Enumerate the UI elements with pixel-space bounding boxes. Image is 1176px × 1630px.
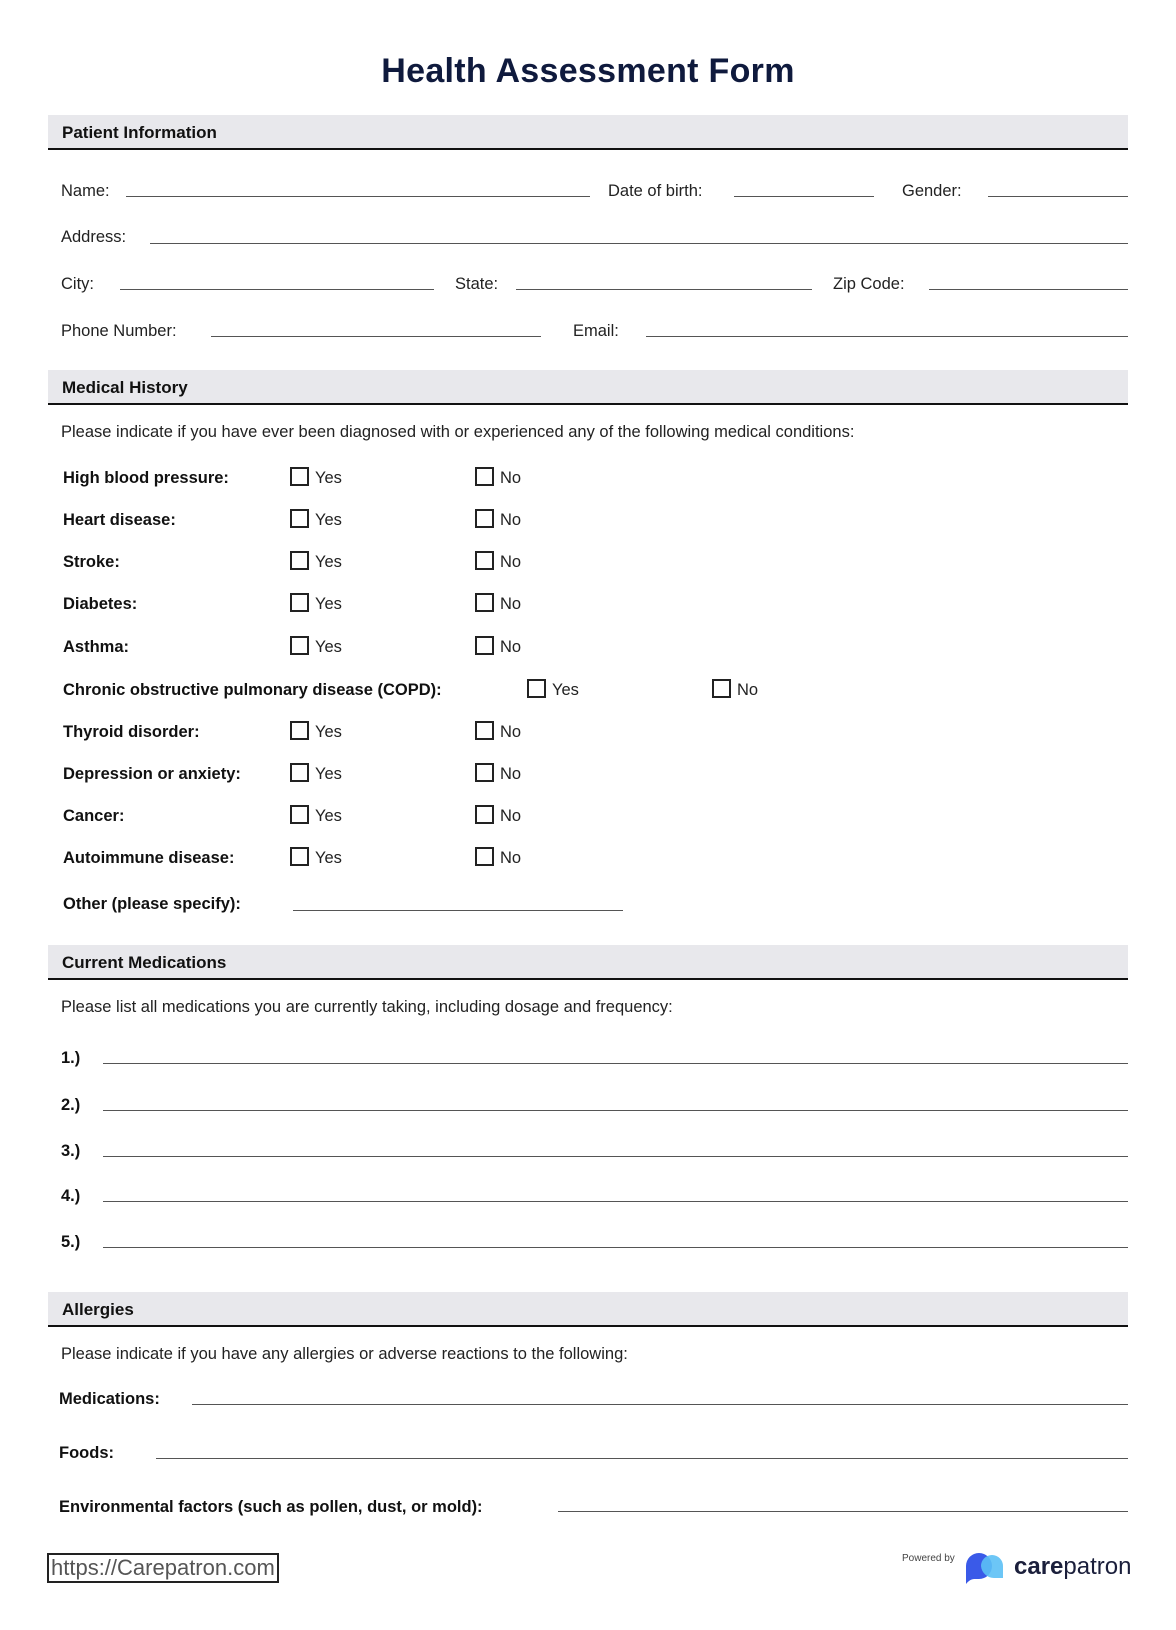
section-header-patient-information: [48, 115, 1128, 150]
checkbox-yes[interactable]: [290, 636, 309, 655]
option-label-yes: Yes: [315, 849, 342, 867]
condition-label: Asthma:: [63, 638, 130, 656]
checkbox-no[interactable]: [712, 679, 731, 698]
phone-field[interactable]: [211, 336, 541, 337]
state-label: State:: [455, 275, 499, 293]
address-field[interactable]: [150, 243, 1128, 244]
option-label-no: No: [737, 681, 759, 699]
carepatron-link[interactable]: https://Carepatron.com: [47, 1553, 279, 1583]
allergy-environmental-label: Environmental factors (such as pollen, dust, or mold):: [59, 1498, 483, 1516]
option-label-yes: Yes: [315, 723, 342, 741]
checkbox-yes[interactable]: [290, 551, 309, 570]
allergy-medications-field[interactable]: [192, 1404, 1128, 1405]
condition-label: Autoimmune disease:: [63, 849, 235, 867]
section-title: Medical History: [62, 378, 188, 397]
allergies-instruction: Please indicate if you have any allergies or adverse reactions to the following:: [61, 1345, 628, 1363]
medication-number: 1.): [61, 1049, 81, 1067]
medication-field[interactable]: [103, 1110, 1128, 1111]
condition-label: High blood pressure:: [63, 469, 229, 487]
other-field[interactable]: [293, 910, 623, 911]
condition-label: Depression or anxiety:: [63, 765, 241, 783]
brand-bold: care: [1014, 1553, 1064, 1580]
checkbox-no[interactable]: [475, 763, 494, 782]
name-label: Name:: [61, 182, 110, 200]
medication-field[interactable]: [103, 1063, 1128, 1064]
checkbox-yes[interactable]: [290, 467, 309, 486]
powered-by-text: Powered by: [902, 1553, 955, 1564]
condition-label: Thyroid disorder:: [63, 723, 200, 741]
option-label-no: No: [500, 638, 522, 656]
brand-rest: patron: [1063, 1553, 1132, 1580]
section-title: Current Medications: [62, 953, 227, 972]
option-label-no: No: [500, 511, 522, 529]
medication-field[interactable]: [103, 1156, 1128, 1157]
checkbox-no[interactable]: [475, 805, 494, 824]
zip-field[interactable]: [929, 289, 1128, 290]
other-label: Other (please specify):: [63, 895, 241, 913]
condition-label: Heart disease:: [63, 511, 176, 529]
medication-field[interactable]: [103, 1201, 1128, 1202]
dob-field[interactable]: [734, 196, 874, 197]
carepatron-brand: [1014, 1553, 1131, 1581]
city-label: City:: [61, 275, 94, 293]
allergy-environmental-field[interactable]: [558, 1511, 1128, 1512]
checkbox-yes[interactable]: [527, 679, 546, 698]
checkbox-no[interactable]: [475, 593, 494, 612]
option-label-no: No: [500, 469, 522, 487]
checkbox-no[interactable]: [475, 847, 494, 866]
address-label: Address:: [61, 228, 127, 246]
gender-label: Gender:: [902, 182, 962, 200]
dob-label: Date of birth:: [608, 182, 703, 200]
allergy-foods-label: Foods:: [59, 1444, 114, 1462]
checkbox-yes[interactable]: [290, 509, 309, 528]
option-label-yes: Yes: [315, 469, 342, 487]
condition-label: Cancer:: [63, 807, 125, 825]
option-label-no: No: [500, 807, 522, 825]
state-field[interactable]: [516, 289, 812, 290]
option-label-no: No: [500, 765, 522, 783]
option-label-yes: Yes: [315, 511, 342, 529]
checkbox-no[interactable]: [475, 551, 494, 570]
checkbox-no[interactable]: [475, 721, 494, 740]
option-label-yes: Yes: [315, 765, 342, 783]
section-header-allergies: [48, 1292, 1128, 1327]
checkbox-yes[interactable]: [290, 805, 309, 824]
section-title: Allergies: [62, 1300, 134, 1319]
option-label-no: No: [500, 553, 522, 571]
section-header-medical-history: [48, 370, 1128, 405]
form-title: Health Assessment Form: [381, 52, 795, 90]
checkbox-no[interactable]: [475, 467, 494, 486]
option-label-yes: Yes: [552, 681, 579, 699]
medication-number: 2.): [61, 1096, 81, 1114]
checkbox-yes[interactable]: [290, 763, 309, 782]
name-field[interactable]: [126, 196, 590, 197]
zip-label: Zip Code:: [833, 275, 905, 293]
option-label-yes: Yes: [315, 595, 342, 613]
checkbox-yes[interactable]: [290, 721, 309, 740]
email-label: Email:: [573, 322, 619, 340]
city-field[interactable]: [120, 289, 434, 290]
medical-instruction: Please indicate if you have ever been diagnosed with or experienced any of the following medical conditions:: [61, 423, 855, 441]
option-label-no: No: [500, 849, 522, 867]
condition-label: Stroke:: [63, 553, 120, 571]
checkbox-no[interactable]: [475, 636, 494, 655]
allergy-foods-field[interactable]: [156, 1458, 1128, 1459]
option-label-no: No: [500, 723, 522, 741]
medication-number: 5.): [61, 1233, 81, 1251]
medication-field[interactable]: [103, 1247, 1128, 1248]
allergy-medications-label: Medications:: [59, 1390, 160, 1408]
medication-number: 4.): [61, 1187, 81, 1205]
section-header-current-medications: [48, 945, 1128, 980]
carepatron-logo-icon: [964, 1552, 1014, 1586]
option-label-yes: Yes: [315, 807, 342, 825]
gender-field[interactable]: [988, 196, 1128, 197]
phone-label: Phone Number:: [61, 322, 177, 340]
checkbox-no[interactable]: [475, 509, 494, 528]
medication-number: 3.): [61, 1142, 81, 1160]
email-field[interactable]: [646, 336, 1128, 337]
option-label-yes: Yes: [315, 553, 342, 571]
condition-label: Chronic obstructive pulmonary disease (COPD):: [63, 681, 442, 699]
checkbox-yes[interactable]: [290, 847, 309, 866]
condition-label: Diabetes:: [63, 595, 138, 613]
option-label-no: No: [500, 595, 522, 613]
checkbox-yes[interactable]: [290, 593, 309, 612]
option-label-yes: Yes: [315, 638, 342, 656]
medications-instruction: Please list all medications you are currently taking, including dosage and frequency:: [61, 998, 673, 1016]
section-title: Patient Information: [62, 123, 217, 142]
